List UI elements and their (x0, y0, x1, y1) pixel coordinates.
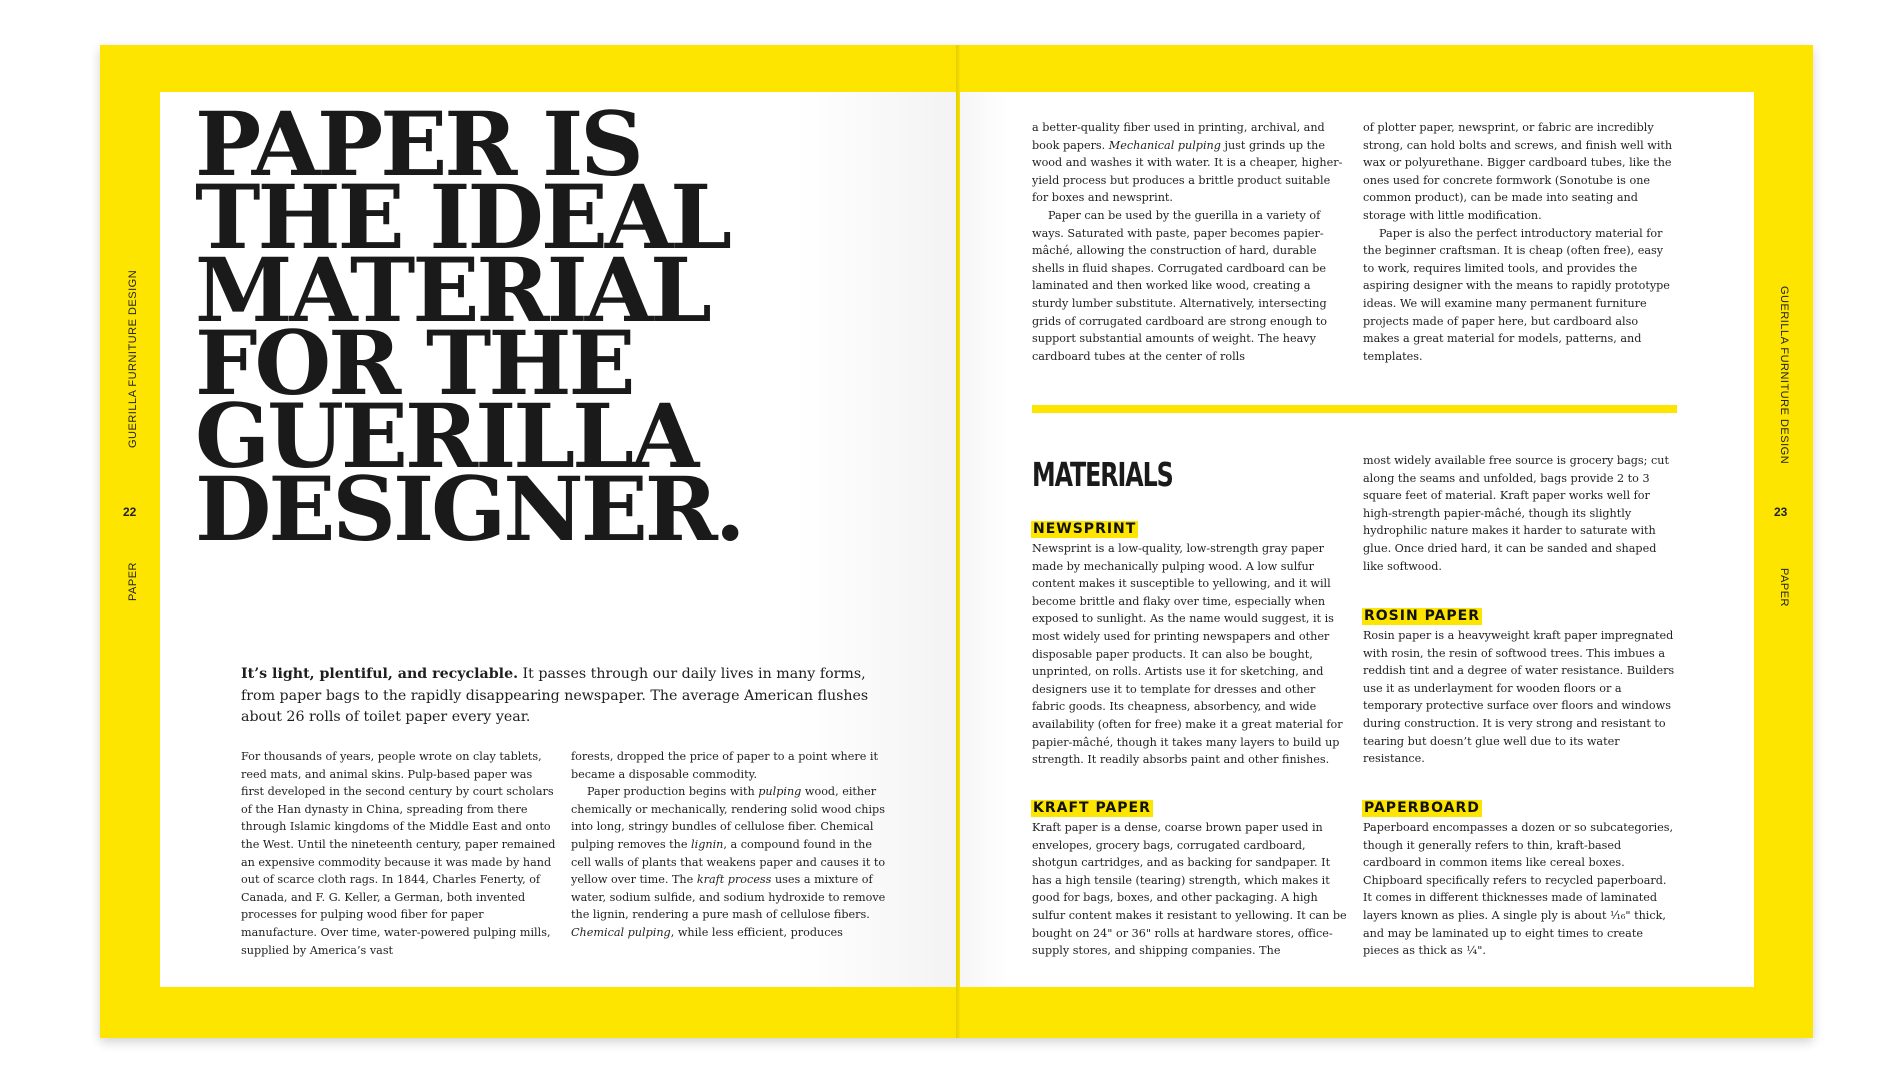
headline-line: THE IDEAL (195, 165, 730, 269)
book-gutter (956, 45, 960, 1038)
body-paragraph: For thousands of years, people wrote on clay tablets, reed mats, and animal skins. Pulp-based paper was first developed in the second century by court scholars of the Han dynasty in China, spreading from there through Islamic kingdoms of the Middle East and onto the West. Until the nineteenth century, paper remained an expensive commodity because it was made by hand out of scarce cloth rags. In 1844, Charles Fenerty, of Canada, and F. G. Keller, a German, both invented processes for pulping wood fiber for paper manufacture. Over time, water-powered pulping mills, supplied by America’s vast (241, 750, 556, 957)
right-page-number: 23 (1774, 505, 1788, 519)
headline-line: GUERILLA (195, 384, 697, 488)
section-divider (1032, 405, 1677, 413)
kraft-continued-block (1363, 452, 1677, 575)
headline-line: DESIGNER. (195, 457, 743, 561)
body-paragraph: Paper production begins with pulping wood, either chemically or mechanically, rendering solid wood chips into long, stringy bundles of cellulose fiber. Chemical pulping removes the lignin, a compound found in the cell walls of plants that weakens paper and causes it to yellow over time. The kraft process uses a mixture of water, sodium sulfide, and sodium hydroxide to remove the lignin, rendering a pure mash of cellulose fibers. Chemical pulping, while less efficient, produces (571, 785, 886, 939)
body-paragraph: Rosin paper is a heavyweight kraft paper impregnated with rosin, the resin of softwood trees. This imbues a reddish tint and a degree of water resistance. Builders use it as underlayment for wooden floors or a temporary protective surface over floors and windows during construction. It is very strong and resistant to tearing but doesn’t glue well due to its water resistance. (1363, 629, 1675, 766)
body-paragraph: Paper is also the perfect introductory material for the beginner craftsman. It is cheap (often free), easy to work, requires limited tools, and provides the aspiring designer with the means to rapidly prototype ideas. We will examine many permanent furniture projects made of paper here, but cardboard also makes a great material for models, patterns, and templates. (1363, 226, 1670, 363)
left-section-label: PAPER (127, 562, 139, 601)
rosin-paper-text-block (1363, 627, 1677, 768)
right-running-head: GUERILLA FURNITURE DESIGN (1778, 286, 1790, 465)
body-paragraph: of plotter paper, newsprint, or fabric are incredibly strong, can hold bolts and screws, and finish well with wax or polyurethane. Bigger cardboard tubes, like the ones used for concrete formwork (Sonotube is one common product), can be made into seating and storage with little modification. (1363, 121, 1673, 222)
body-paragraph: forests, dropped the price of paper to a point where it became a disposable commodity. (571, 750, 878, 781)
kraft-paper-text-block (1032, 819, 1347, 960)
right-section-label: PAPER (1778, 568, 1790, 607)
left-body-column-2 (571, 748, 886, 942)
materials-heading: MATERIALS (1032, 455, 1173, 494)
body-paragraph: Paper can be used by the guerilla in a variety of ways. Saturated with paste, paper becomes papier-mâché, allowing the construction of hard, durable shells in fluid shapes. Corrugated cardboard can be laminated and then worked like wood, creating a sturdy lumber substitute. Alternatively, intersecting grids of corrugated cardboard are strong enough to support substantial amounts of weight. The heavy cardboard tubes at the center of rolls (1032, 208, 1327, 363)
body-paragraph: Kraft paper is a dense, coarse brown paper used in envelopes, grocery bags, corrugated cardboard, shotgun cartridges, and as backing for sandpaper. It has a high tensile (tearing) strength, which makes it good for bags, boxes, and other packaging. A high sulfur content makes it resistant to yellowing. It can be bought on 24" or 36" rolls at hardware stores, office-supply stores, and shipping companies. The (1032, 821, 1347, 958)
headline-line: FOR THE (195, 311, 633, 415)
headline-line: MATERIAL (195, 238, 709, 342)
right-top-column-2 (1363, 119, 1677, 365)
body-paragraph: a better-quality fiber used in printing, archival, and book papers. Mechanical pulping just grinds up the wood and washes it with water. It is a cheaper, higher-yield process but produces a brittle product suitable for boxes and newsprint. (1032, 121, 1343, 205)
headline (195, 92, 855, 561)
body-paragraph: most widely available free source is grocery bags; cut along the seams and unfolded, bags provide 2 to 3 square feet of material. Kraft paper works well for high-strength papier-mâché, though its slightly hydrophilic nature makes it harder to saturate with glue. Once dried hard, it can be sanded and shaped like softwood. (1363, 454, 1669, 573)
paperboard-heading: PAPERBOARD (1364, 800, 1480, 816)
newsprint-text-block (1032, 540, 1347, 769)
rosin-paper-heading: ROSIN PAPER (1364, 608, 1480, 624)
intro-text: It passes through our daily lives in many forms, from paper bags to the rapidly disappearing newspaper. The average American flushes about 26 rolls of toilet paper every year. (241, 666, 869, 725)
body-paragraph: Newsprint is a low-quality, low-strength gray paper made by mechanically pulping wood. A low sulfur content makes it susceptible to yellowing, and it will become brittle and flaky over time, especially when exposed to sunlight. As the name would suggest, it is most widely used for printing newspapers and other disposable paper products. It can also be bought, unprinted, on rolls. Artists use it for sketching, and designers use it to template for dresses and other fabric goods. Its cheapness, absorbency, and wide availability (often for free) make it a great material for papier-mâché, though it takes many layers to build up strength. It readily absorbs paint and other finishes. (1032, 542, 1343, 767)
kraft-paper-heading: KRAFT PAPER (1033, 800, 1151, 816)
paperboard-text-block (1363, 819, 1677, 960)
intro-lead: It’s light, plentiful, and recyclable. (241, 666, 519, 682)
right-top-column-1 (1032, 119, 1344, 365)
left-page-number: 22 (123, 505, 137, 519)
headline-line: PAPER IS (195, 92, 641, 196)
newsprint-heading: NEWSPRINT (1033, 521, 1137, 537)
left-body-column-1 (241, 748, 556, 959)
body-paragraph: Paperboard encompasses a dozen or so subcategories, though it generally refers to thin, kraft-based cardboard in common items like cereal boxes. Chipboard specifically refers to recycled paperboard. It comes in different thicknesses made of laminated layers known as plies. A single ply is about ¹⁄₁₆" thick, and may be laminated up to eight times to create pieces as thick as ¼". (1363, 821, 1674, 958)
intro-paragraph (241, 664, 891, 729)
left-running-head: GUERILLA FURNITURE DESIGN (127, 269, 139, 448)
